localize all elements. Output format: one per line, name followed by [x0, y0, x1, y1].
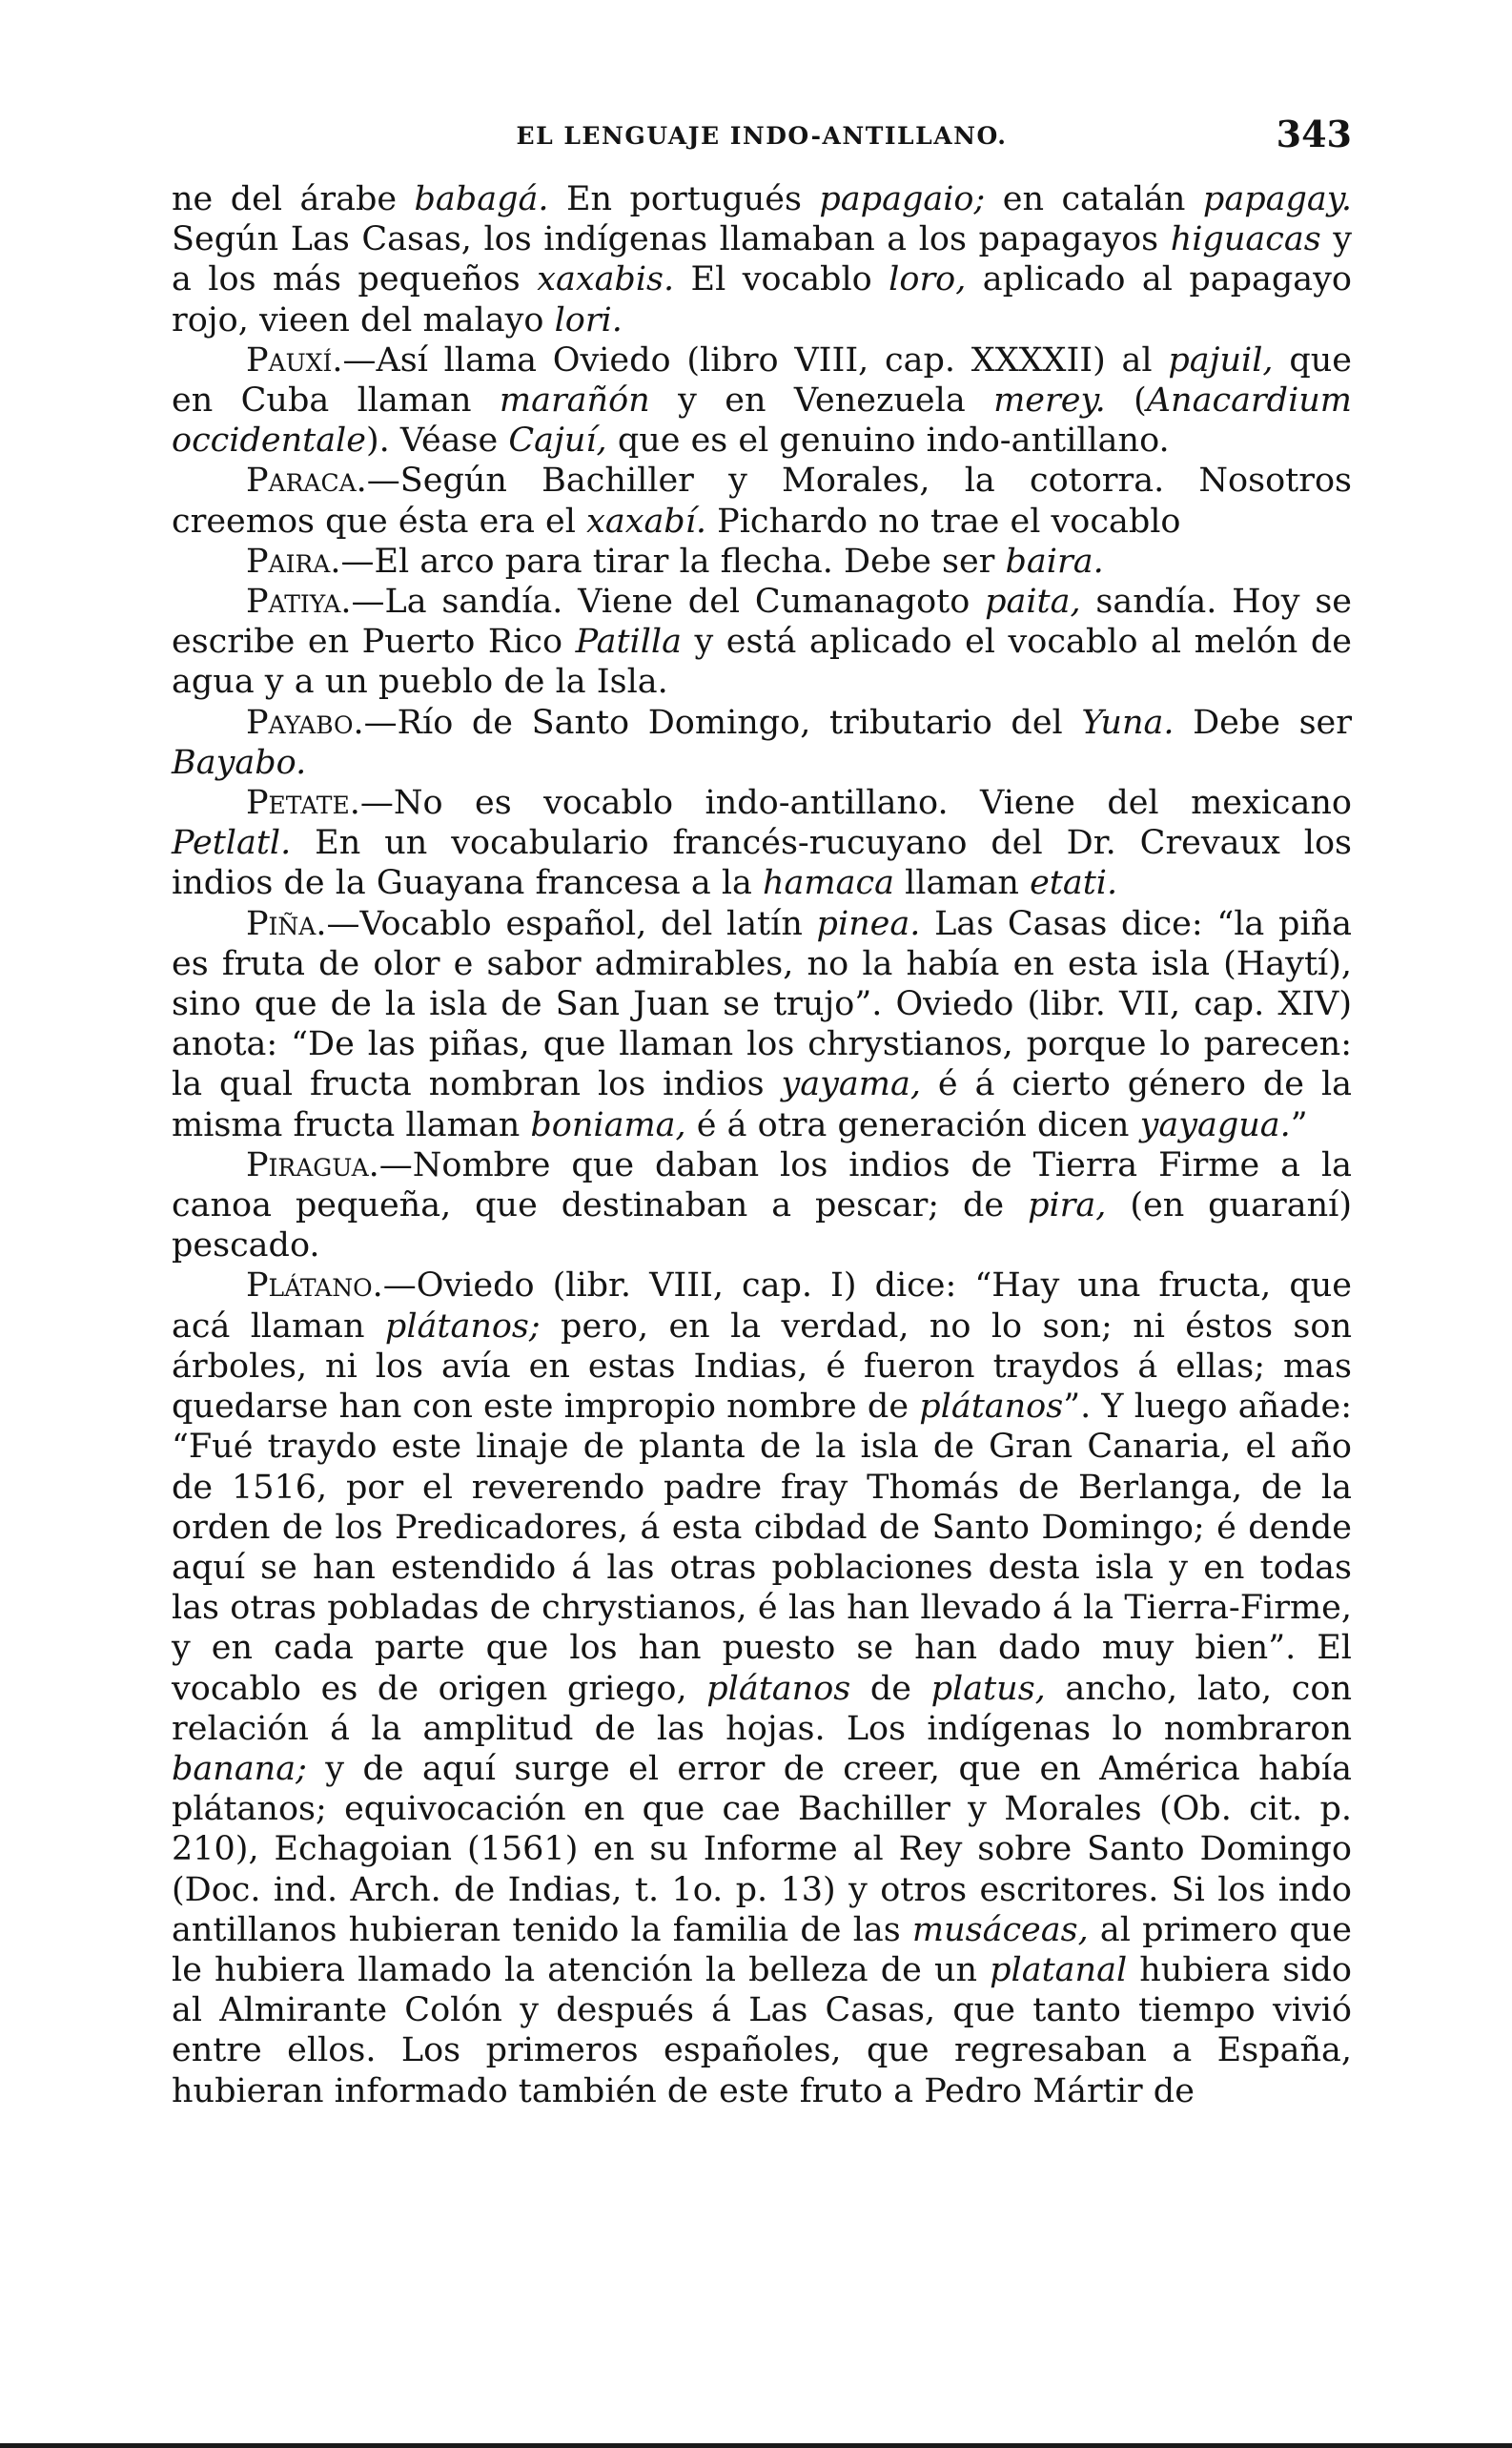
italic-term: marañón — [499, 381, 650, 421]
text-run: —Según Bachiller y Morales, la cotorra. Nosotros creemos que ésta era el — [172, 462, 1352, 541]
italic-term: etati. — [1030, 864, 1118, 903]
dictionary-entry — [172, 1145, 1352, 1266]
italic-term: Patilla — [575, 623, 682, 662]
text-run: Debe ser — [1174, 703, 1352, 742]
text-run: ancho, lato, con relación á la amplitud de las hojas. Los indígenas lo nombraron — [172, 1669, 1352, 1748]
entry-headword: Piña. — [246, 904, 327, 943]
italic-term: baira. — [1005, 542, 1104, 581]
italic-term: higuacas — [1170, 220, 1321, 259]
text-run: —Nombre que daban los indios de Tierra Firme a la canoa pequeña, que destinaban a pescar; de — [172, 1145, 1352, 1225]
italic-term: xaxabí. — [586, 502, 707, 541]
text-run: y está aplicado el vocablo al melón de agua y a un pueblo de la Isla. — [172, 623, 1353, 702]
dictionary-entry — [172, 703, 1352, 783]
text-run: al primero que le hubiera llamado la atención la belleza de un — [172, 1910, 1352, 1989]
running-title: EL LENGUAJE INDO-ANTILLANO. — [516, 122, 1008, 150]
italic-term: merey. — [993, 381, 1106, 421]
text-run: —No es vocablo indo-antillano. Viene del mexicano — [359, 784, 1352, 823]
italic-term: plátanos; — [384, 1306, 541, 1346]
text-run: ( — [1105, 381, 1147, 421]
italic-term: pajuil, — [1168, 340, 1274, 380]
text-run: En un vocabulario francés-rucuyano del Dr. Crevaux los indios de la Guayana francesa a la — [172, 824, 1352, 903]
text-run: sandía. Hoy se escribe en Puerto Rico — [172, 583, 1352, 662]
text-run: —La sandía. Viene del Cumanagoto — [351, 583, 986, 622]
text-run: Según Las Casas, los indígenas llamaban a los papagayos — [172, 220, 1171, 259]
dictionary-entry — [172, 582, 1352, 703]
entry-headword: Patiya. — [246, 583, 352, 622]
text-run: hubiera sido al Almirante Colón y después á Las Casas, que tanto tiempo vivió entre ellos. Los primeros españoles, que regresaban a España, hubieran informado también de este fruto a Pedro Mártir de — [172, 1950, 1353, 2110]
entry-headword: Petate. — [246, 784, 360, 823]
dictionary-entry — [172, 904, 1352, 1145]
italic-term: Anacardium occidentale — [172, 381, 1352, 461]
italic-term: plátanos — [706, 1669, 851, 1708]
text-run: que en Cuba llaman — [172, 340, 1352, 421]
italic-term: musáceas, — [911, 1910, 1089, 1949]
text-run: El vocablo — [674, 260, 889, 299]
text-run: en catalán — [985, 180, 1203, 218]
page-header — [172, 113, 1352, 179]
text-run: —Río de Santo Domingo, tributario del — [363, 703, 1082, 742]
italic-term: banana; — [172, 1749, 307, 1788]
page-number: 343 — [1276, 113, 1352, 155]
text-run: —Así llama Oviedo (libro VIII, cap. XXXXII) al — [342, 340, 1169, 380]
text-run: é á cierto género de la misma fructa llaman — [172, 1065, 1352, 1144]
text-run: —Oviedo (libr. VIII, cap. I) dice: “Hay una fructa, que acá llaman — [172, 1266, 1352, 1346]
italic-term: babagá. — [414, 180, 549, 218]
italic-term: Cajuí, — [508, 422, 607, 461]
text-run: que es el genuino indo-antillano. — [606, 422, 1170, 461]
entry-headword: Piragua. — [246, 1145, 379, 1184]
text-run: aplicado al papagayo rojo, vieen del malayo — [172, 260, 1353, 339]
italic-term: papagay. — [1202, 180, 1352, 218]
continued-paragraph — [172, 179, 1352, 340]
italic-term: paita, — [985, 583, 1081, 622]
italic-term: pira, — [1028, 1186, 1107, 1225]
dictionary-entry — [172, 542, 1352, 582]
scan-bottom-edge — [0, 2443, 1512, 2448]
text-run: (en guaraní) pescado. — [172, 1186, 1352, 1265]
entry-headword: Payabo. — [246, 703, 364, 742]
entry-headword: Paraca. — [246, 462, 367, 501]
book-page — [172, 113, 1352, 2111]
dictionary-entry — [172, 461, 1352, 541]
text-run: ” — [1290, 1105, 1308, 1144]
text-run: Pichardo no trae el vocablo — [706, 502, 1181, 541]
italic-term: lori. — [554, 300, 623, 339]
text-run: y de aquí surge el error de creer, que en América había plátanos; equivocación en que cae Bachiller y Morales (Ob. cit. p. 210), Echagoian (1561) en su Informe al Rey sobre Santo Domingo (Doc. ind. Arch. de Indias, t. 1o. p. 13) y otros escritores. Si los indo antillanos hubieran tenido la familia de las — [172, 1749, 1352, 1949]
text-run: ). Véase — [365, 422, 509, 461]
dictionary-entry — [172, 340, 1352, 462]
italic-term: hamaca — [763, 864, 894, 903]
text-run: ”. Y luego añade: “Fué traydo este linaje de planta de la isla de Gran Canaria, el año de 1516, por el reverendo padre fray Thomás de Berlanga, de la orden de los Predicadores, á esta cibdad de Santo Domingo; é dende aquí se han estendido á las otras poblaciones desta isla y en todas las otras pobladas de chrystianos, é las han llevado á la Tierra-Firme, y en cada parte que los han puesto se han dado muy bien”. El vocablo es de origen griego, — [172, 1388, 1352, 1708]
italic-term: papagaio; — [819, 180, 986, 218]
text-run: Las Casas dice: “la piña es fruta de olor e sabor admirables, no la había en esta isla (Haytí), sino que de la isla de San Juan se trujo”. Oviedo (libr. VII, cap. XIV) anota: “De las piñas, que llaman los chrystianos, porque lo parecen: la qual fructa nombran los indios — [172, 904, 1352, 1104]
text-run: ne del árabe — [172, 180, 415, 218]
entry-headword: Pauxí. — [246, 340, 343, 380]
text-run: de — [850, 1669, 931, 1708]
italic-term: boniama, — [530, 1105, 686, 1144]
entry-headword: Paira. — [246, 542, 341, 581]
italic-term: plátanos — [919, 1388, 1064, 1427]
entry-headword: Plátano. — [246, 1266, 383, 1306]
text-run: y a los más pequeños — [172, 220, 1352, 299]
italic-term: Yuna. — [1081, 703, 1175, 742]
text-run: é á otra generación dicen — [685, 1105, 1140, 1144]
text-run: —Vocablo español, del latín — [326, 904, 817, 943]
italic-term: yayama, — [781, 1065, 921, 1104]
text-run: —El arco para tirar la flecha. Debe ser — [340, 542, 1006, 581]
italic-term: xaxabis. — [537, 260, 675, 299]
dictionary-entry — [172, 783, 1352, 904]
body-text — [172, 179, 1352, 2111]
italic-term: Petlatl. — [172, 824, 292, 863]
italic-term: yayagua. — [1139, 1105, 1291, 1144]
text-run: y en Venezuela — [649, 381, 994, 421]
text-run: En portugués — [548, 180, 820, 218]
italic-term: platus, — [930, 1669, 1046, 1708]
italic-term: loro, — [889, 260, 967, 299]
text-run: pero, en la verdad, no lo son; ni éstos son árboles, ni los avía en estas Indias, é fueron traydos á ellas; mas quedarse han con este impropio nombre de — [172, 1306, 1353, 1427]
italic-term: platanal — [990, 1950, 1128, 1989]
text-run: llaman — [893, 864, 1031, 903]
italic-term: pinea. — [816, 904, 921, 943]
dictionary-entry — [172, 1265, 1352, 2110]
italic-term: Bayabo. — [172, 743, 307, 782]
